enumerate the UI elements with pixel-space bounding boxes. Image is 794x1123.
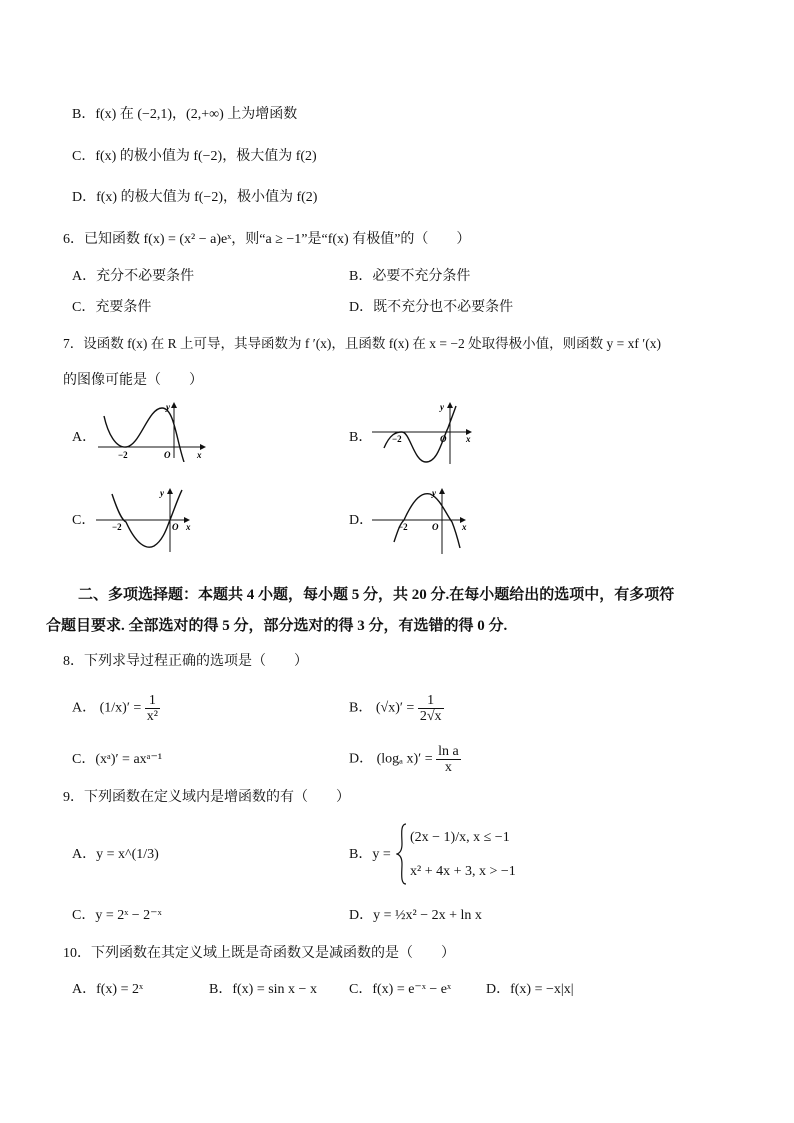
y-axis-arrow bbox=[167, 488, 173, 494]
tick-label: −2 bbox=[118, 450, 128, 460]
q8-option-b bbox=[349, 693, 444, 724]
curve bbox=[112, 490, 182, 547]
q8-a-denominator: x² bbox=[146, 709, 158, 724]
q8-b-fraction bbox=[418, 693, 444, 724]
curve bbox=[104, 408, 184, 462]
q5-option-d: D．f(x) 的极大值为 f(−2)，极小值为 f(2) bbox=[72, 190, 318, 205]
q9-option-b-case2: x² + 4x + 3, x > −1 bbox=[410, 864, 516, 879]
q7-graph-a bbox=[94, 398, 214, 462]
q9-stem: 9．下列函数在定义域内是增函数的有（ ） bbox=[63, 790, 350, 805]
q8-option-c: C．(xᵃ)′ = axᵃ⁻¹ bbox=[72, 752, 163, 767]
q9-option-b-label: B．y = bbox=[349, 847, 391, 862]
y-label: y bbox=[166, 402, 170, 412]
x-label: x bbox=[197, 450, 202, 460]
q8-b-lhs: (√x)′ = bbox=[375, 700, 415, 716]
origin-label: O bbox=[432, 522, 439, 532]
q7-stem-line2: 的图像可能是（ ） bbox=[63, 373, 203, 388]
y-axis-arrow bbox=[447, 402, 453, 408]
q8-stem: 8．下列求导过程正确的选项是（ ） bbox=[63, 654, 308, 669]
q8-a-fraction bbox=[145, 693, 160, 724]
q6-option-a: A．充分不必要条件 bbox=[72, 269, 195, 284]
x-label: x bbox=[462, 522, 467, 532]
q8-a-label: A． bbox=[72, 700, 97, 716]
q10-option-c: C．f(x) = e⁻ˣ − eˣ bbox=[349, 982, 452, 997]
q5-option-b: B．f(x) 在 (−2,1)，(2,+∞) 上为增函数 bbox=[72, 107, 298, 122]
q9-option-d: D．y = ½x² − 2x + ln x bbox=[349, 908, 482, 923]
y-axis-arrow bbox=[439, 488, 445, 494]
q7-stem-line1: 7．设函数 f(x) 在 R 上可导，其导函数为 f ′(x)，且函数 f(x) 在 x = −2 处取得极小值，则函数 y = xf ′(x) bbox=[63, 336, 661, 351]
curve bbox=[394, 494, 460, 548]
q6-option-b: B．必要不充分条件 bbox=[349, 269, 471, 284]
q8-d-label: D． bbox=[349, 751, 374, 767]
origin-label: O bbox=[172, 522, 179, 532]
tick-label: −2 bbox=[392, 434, 402, 444]
q8-option-d bbox=[349, 744, 461, 775]
tick-label: −2 bbox=[112, 522, 122, 532]
y-label: y bbox=[160, 488, 164, 498]
q7-graph-b bbox=[370, 398, 480, 468]
q5-option-c: C．f(x) 的极小值为 f(−2)，极大值为 f(2) bbox=[72, 149, 317, 164]
tick-label: −2 bbox=[398, 522, 408, 532]
q10-option-b: B．f(x) = sin x − x bbox=[209, 982, 317, 997]
x-label: x bbox=[466, 434, 471, 444]
x-label: x bbox=[186, 522, 191, 532]
q8-option-a bbox=[72, 693, 160, 724]
q6-option-d: D．既不充分也不必要条件 bbox=[349, 300, 514, 315]
y-axis-arrow bbox=[171, 402, 177, 408]
q7-label-a: A． bbox=[72, 430, 97, 445]
q6-option-c: C．充要条件 bbox=[72, 300, 152, 315]
q8-d-lhs: (logₐ x)′ = bbox=[376, 751, 433, 767]
section-2-heading-line2: 合题目要求. 全部选对的得 5 分，部分选对的得 3 分，有选错的得 0 分. bbox=[46, 618, 508, 634]
q7-graph-d bbox=[370, 484, 480, 556]
q10-option-a: A．f(x) = 2ˣ bbox=[72, 982, 144, 997]
q7-graph-c bbox=[94, 484, 204, 554]
q8-d-denominator: x bbox=[444, 760, 452, 775]
q9-option-b-case1: (2x − 1)/x, x ≤ −1 bbox=[410, 830, 510, 845]
q6-stem: 6．已知函数 f(x) = (x² − a)eˣ，则“a ≥ −1”是“f(x) 有极值”的（ ） bbox=[63, 232, 471, 247]
q8-b-label: B． bbox=[349, 700, 373, 716]
q8-b-denominator: 2√x bbox=[419, 709, 442, 724]
q8-d-numerator: ln a bbox=[438, 744, 459, 759]
q8-a-numerator: 1 bbox=[145, 693, 160, 709]
q7-label-d: D． bbox=[349, 513, 374, 528]
q9-option-a: A．y = x^(1/3) bbox=[72, 847, 159, 862]
q7-label-b: B． bbox=[349, 430, 373, 445]
q8-a-lhs: (1/x)′ = bbox=[99, 700, 142, 716]
q8-b-numerator: 1 bbox=[418, 693, 444, 709]
q7-label-c: C． bbox=[72, 513, 96, 528]
y-label: y bbox=[432, 488, 436, 498]
q9-option-c: C．y = 2ˣ − 2⁻ˣ bbox=[72, 908, 162, 923]
section-2-heading-line1: 二、多项选择题：本题共 4 小题，每小题 5 分，共 20 分.在每小题给出的选项中，有多项符 bbox=[78, 587, 675, 603]
origin-label: O bbox=[440, 434, 447, 444]
q10-option-d: D．f(x) = −x|x| bbox=[486, 982, 574, 997]
origin-label: O bbox=[164, 450, 171, 460]
q8-d-fraction bbox=[436, 744, 461, 775]
left-brace-icon bbox=[396, 822, 408, 886]
y-label: y bbox=[440, 402, 444, 412]
q10-stem: 10．下列函数在其定义域上既是奇函数又是减函数的是（ ） bbox=[63, 946, 455, 961]
